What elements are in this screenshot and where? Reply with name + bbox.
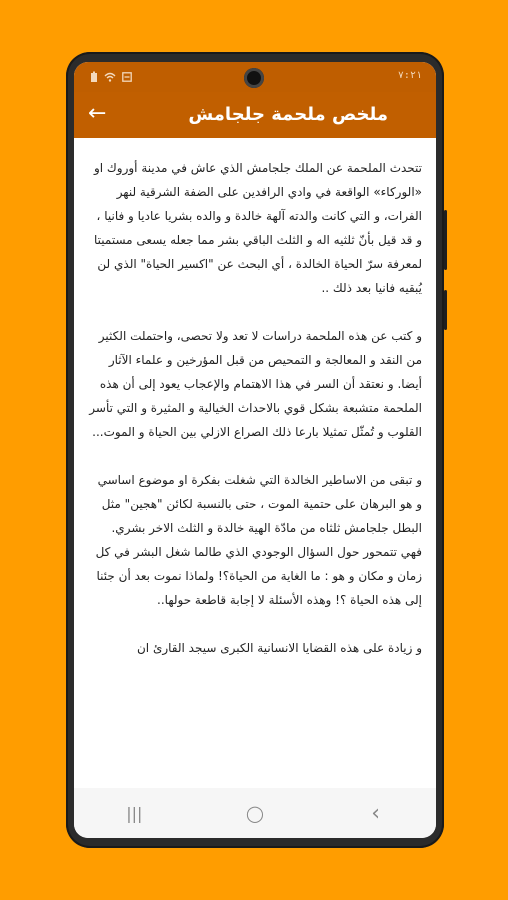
status-bar: [74, 62, 436, 92]
recent-apps-icon[interactable]: |||: [126, 803, 143, 823]
power-button: [444, 290, 447, 330]
page-title: ملخص ملحمة جلجامش: [188, 104, 388, 125]
front-camera: [244, 68, 264, 88]
article-content[interactable]: [74, 138, 436, 788]
arrow-back-icon[interactable]: ←: [88, 101, 107, 126]
nav-back-icon[interactable]: ‹: [371, 800, 381, 826]
status-time: ٧:٢١: [397, 70, 422, 81]
volume-button: [444, 210, 447, 270]
app-bar: [74, 92, 436, 138]
home-icon[interactable]: ◯: [246, 803, 264, 823]
message-icon: [122, 72, 132, 82]
article-paragraph: تتحدث الملحمة عن الملك جلجامش الذي عاش في مدينة أوروك او «الوركاء» الواقعة في وادي الرافدين على الضفة الشرقية لنهر الفرات، و التي كانت والدته آلهة خالدة و والده بشريا عاديا و فانيا ، و قد قيل بأنّ ثلثيه اله و الثلث الباقي بشر مما جعله يسعى مستميتا لمعرفة سرّ الحياة الخالدة ، أي البحث عن "اكسير الحياة" الذي لن يُبقيه فانيا بعد ذلك ..: [93, 161, 422, 295]
article-paragraph: و تبقى من الاساطير الخالدة التي شغلت بفكرة او موضوع اساسي و هو البرهان على حتمية الموت ، حتى بالنسبة لكائن "هجين" مثل البطل جلجامش ثلثاه من مادّة الهية خالدة و الثلث الاخر بشري. فهي تتمحور حول السؤال الوجودي الذي طالما شغل البشر في كل زمان و مكان و هو : ما الغاية من الحياة؟! ولماذا نموت بعد أن جئنا إلى هذه الحياة ؟! وهذه الأسئلة لا إجابة قاطعة حولها..: [95, 473, 422, 607]
wifi-icon: [104, 72, 116, 82]
article-paragraph: و كتب عن هذه الملحمة دراسات لا تعد ولا تحصى، واحتملت الكثير من النقد و المعالجة و التمحيص من قبل المؤرخين و علماء الآثار أيضا. و نعتقد أن السر في هذا الاهتمام والإعجاب يعود إلى أن هذه الملحمة متشبعة بشكل قوي بالاحداث الخيالية و المثيرة و التي تأسر القلوب و تُمثّل تمثيلا بارعا ذلك الصراع الازلي بين الحياة و الموت...: [89, 329, 422, 439]
device-screen: [74, 62, 436, 838]
article-paragraph: و زيادة على هذه القضايا الانسانية الكبرى سيجد القارئ ان: [136, 641, 422, 655]
battery-icon: [90, 71, 98, 83]
status-icons: [90, 71, 132, 83]
system-nav-bar: [74, 788, 436, 838]
